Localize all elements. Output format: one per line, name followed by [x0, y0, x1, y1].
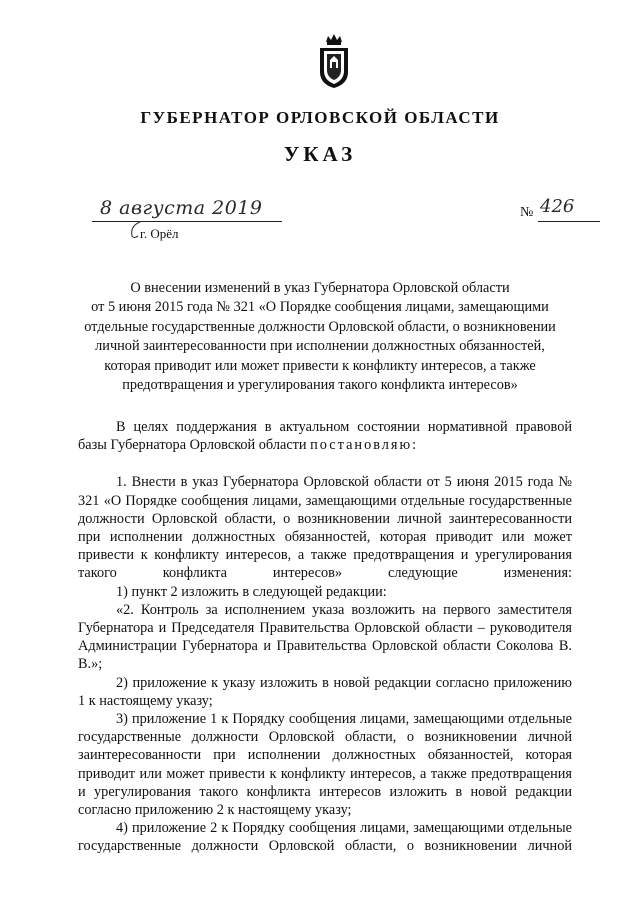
- subject-line: отдельные государственные должности Орловской области, о возникновении: [84, 318, 556, 335]
- paragraph: 4) приложение 2 к Порядку сообщения лицами, замещающими отдельные государственные должности Орловской области, о возникновении личной: [78, 820, 572, 855]
- subject-line: которая приводит или может привести к конфликту интересов, а также: [104, 357, 536, 374]
- document-type: УКАЗ: [283, 142, 357, 166]
- date-underline: [92, 221, 282, 222]
- decree-word: постановляю:: [310, 437, 419, 454]
- paragraph: 1. Внести в указ Губернатора Орловской области от 5 июня 2015 года № 321 «О Порядке сообщения лицами, замещающими отдельные государственные должности Орловской области, о возникновении личной заинтересованности при исполнении должностных обязанностей, которая приводит или может привести к конфликту интересов, а также предотвращения и урегулирования такого конфликта интересов» следующие изменения:: [78, 474, 572, 582]
- subject-line: личной заинтересованности при исполнении должностных обязанностей,: [95, 338, 545, 355]
- subject-line: предотвращения и урегулирования такого конфликта интересов»: [122, 377, 518, 394]
- decree-body: [78, 418, 572, 856]
- paragraph: 1) пункт 2 изложить в следующей редакции:: [116, 583, 387, 600]
- subject-line: от 5 июня 2015 года № 321 «О Порядке сообщения лицами, замещающими: [91, 299, 549, 316]
- paragraph: «2. Контроль за исполнением указа возложить на первого заместителя Губернатора и Председателя Правительства Орловской области – руководителя Администрации Губернатора и Правительства Орловской области Соколова В. В.»;: [78, 601, 572, 673]
- paragraph: 3) приложение 1 к Порядку сообщения лицами, замещающими отдельные государственные должности Орловской области, о возникновении личной заинтересованности при исполнении должностных обязанностей, которая приводит или может привести к конфликту интересов, а также предотвращения и урегулирования такого конфликта интересов изложить в новой редакции согласно приложению 2 к настоящему указу;: [78, 711, 572, 819]
- number-label: №: [520, 205, 534, 220]
- preamble-text: В целях поддержания в актуальном состоянии нормативной правовой базы Губернатора Орловской области: [78, 419, 572, 454]
- preamble: [78, 418, 572, 454]
- handwritten-date: 8 августа 2019: [100, 197, 263, 219]
- decree-subject: [78, 279, 562, 395]
- number-underline: [538, 221, 600, 222]
- date-field: [92, 197, 292, 227]
- issuer-title: ГУБЕРНАТОР ОРЛОВСКОЙ ОБЛАСТИ: [140, 108, 500, 127]
- orel-region-coat-of-arms-icon: [316, 30, 352, 90]
- subject-line: О внесении изменений в указ Губернатора Орловской области: [130, 280, 510, 296]
- handwritten-number: 426: [540, 196, 575, 217]
- paragraph: 2) приложение к указу изложить в новой редакции согласно приложению 1 к настоящему указу;: [78, 674, 572, 709]
- place-of-signing: г. Орёл: [140, 226, 179, 241]
